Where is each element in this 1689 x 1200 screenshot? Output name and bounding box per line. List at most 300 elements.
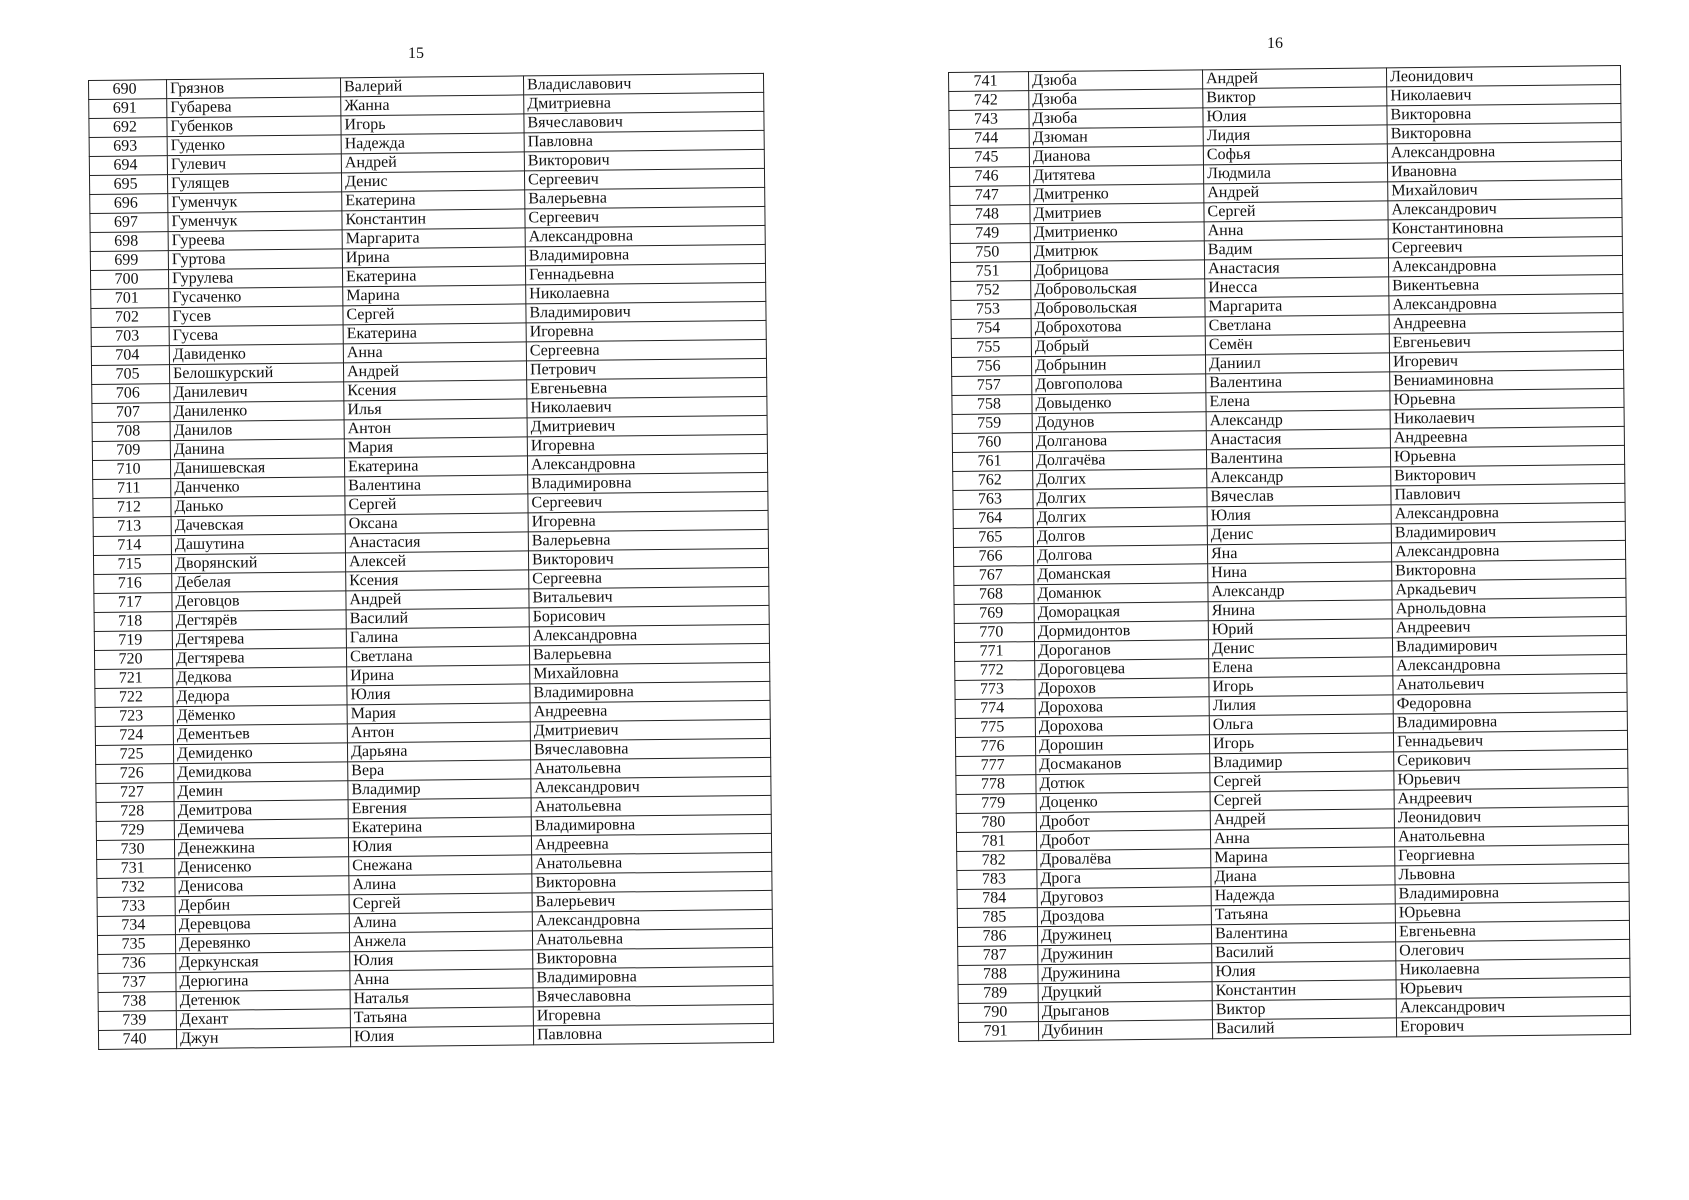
first-name-cell: Александр — [1206, 410, 1390, 431]
last-name-cell: Дедюра — [173, 686, 347, 707]
last-name-cell: Доманюк — [1034, 583, 1208, 604]
row-number-cell: 763 — [953, 490, 1033, 510]
row-number-cell: 790 — [958, 1003, 1038, 1023]
last-name-cell: Губенков — [167, 116, 341, 137]
last-name-cell: Дробот — [1036, 830, 1210, 851]
patronymic-cell: Николаевич — [1390, 407, 1624, 428]
row-number-cell: 691 — [89, 99, 167, 119]
row-number-cell: 695 — [90, 175, 168, 195]
first-name-cell: Евгения — [348, 798, 531, 819]
last-name-cell: Дианова — [1029, 146, 1203, 167]
patronymic-cell: Игоревна — [527, 434, 767, 456]
first-name-cell: Юрий — [1208, 619, 1392, 640]
last-name-cell: Долгих — [1033, 507, 1207, 528]
last-name-cell: Дрога — [1037, 868, 1211, 889]
patronymic-cell: Александровна — [529, 624, 769, 646]
patronymic-cell: Леонидович — [1394, 806, 1628, 827]
first-name-cell: Василий — [1212, 1018, 1396, 1039]
row-number-cell: 719 — [94, 631, 172, 651]
row-number-cell: 734 — [97, 916, 175, 936]
last-name-cell: Добровольская — [1031, 298, 1205, 319]
left-page — [88, 73, 774, 1050]
patronymic-cell: Игоревна — [528, 510, 768, 532]
patronymic-cell: Владимировна — [531, 814, 771, 836]
first-name-cell: Надежда — [341, 133, 524, 154]
row-number-cell: 778 — [956, 775, 1036, 795]
first-name-cell: Оксана — [345, 513, 528, 534]
first-name-cell: Анастасия — [1206, 429, 1390, 450]
last-name-cell: Дорошин — [1035, 735, 1209, 756]
row-number-cell: 692 — [89, 118, 167, 138]
row-number-cell: 690 — [89, 80, 167, 100]
patronymic-cell: Игоревна — [533, 1004, 773, 1026]
patronymic-cell: Юрьевич — [1396, 977, 1630, 998]
patronymic-cell: Александровна — [1393, 654, 1627, 675]
first-name-cell: Ирина — [342, 247, 525, 268]
patronymic-cell: Евгеньевна — [527, 377, 767, 399]
first-name-cell: Сергей — [345, 494, 528, 515]
row-number-cell: 771 — [954, 642, 1034, 662]
patronymic-cell: Егорович — [1396, 1015, 1630, 1036]
patronymic-cell: Николаевна — [526, 282, 766, 304]
row-number-cell: 770 — [954, 623, 1034, 643]
patronymic-cell: Валерьевна — [528, 529, 768, 551]
last-name-cell: Добрынин — [1031, 355, 1205, 376]
first-name-cell: Юлия — [1212, 961, 1396, 982]
last-name-cell: Дроздова — [1037, 906, 1211, 927]
last-name-cell: Дербин — [175, 895, 349, 916]
last-name-cell: Дёменко — [173, 705, 347, 726]
last-name-cell: Дорохова — [1035, 716, 1209, 737]
patronymic-cell: Анатольевна — [531, 795, 771, 817]
last-name-cell: Белошкурский — [169, 363, 343, 384]
patronymic-cell: Андреевна — [1389, 312, 1623, 333]
first-name-cell: Дарьяна — [347, 741, 530, 762]
row-number-cell: 730 — [96, 840, 174, 860]
first-name-cell: Ксения — [344, 380, 527, 401]
last-name-cell: Дмитриев — [1030, 203, 1204, 224]
first-name-cell: Юлия — [1203, 106, 1387, 127]
patronymic-cell: Георгиевна — [1395, 844, 1629, 865]
patronymic-cell: Павловна — [524, 130, 764, 152]
first-name-cell: Сергей — [343, 304, 526, 325]
row-number-cell: 741 — [949, 72, 1029, 92]
first-name-cell: Инесса — [1205, 277, 1389, 298]
patronymic-cell: Олегович — [1396, 939, 1630, 960]
row-number-cell: 764 — [953, 509, 1033, 529]
last-name-cell: Гусаченко — [169, 287, 343, 308]
last-name-cell: Дзюба — [1029, 70, 1203, 91]
last-name-cell: Детенюк — [176, 990, 350, 1011]
row-number-cell: 769 — [954, 604, 1034, 624]
row-number-cell: 725 — [95, 745, 173, 765]
last-name-cell: Дегтярева — [172, 629, 346, 650]
first-name-cell: Анна — [1204, 220, 1388, 241]
row-number-cell: 708 — [92, 422, 170, 442]
first-name-cell: Владимир — [1210, 752, 1394, 773]
first-name-cell: Даниил — [1205, 353, 1389, 374]
patronymic-cell: Михайловна — [530, 662, 770, 684]
row-number-cell: 716 — [94, 574, 172, 594]
last-name-cell: Джун — [176, 1028, 350, 1049]
row-number-cell: 736 — [98, 954, 176, 974]
last-name-cell: Доброхотова — [1031, 317, 1205, 338]
first-name-cell: Ольга — [1209, 714, 1393, 735]
row-number-cell: 788 — [958, 965, 1038, 985]
patronymic-cell: Викторовна — [1387, 122, 1621, 143]
row-number-cell: 765 — [953, 528, 1033, 548]
first-name-cell: Екатерина — [342, 266, 525, 287]
row-number-cell: 749 — [950, 224, 1030, 244]
last-name-cell: Дружинина — [1038, 963, 1212, 984]
last-name-cell: Друговоз — [1037, 887, 1211, 908]
patronymic-cell: Анатольевна — [532, 852, 772, 874]
patronymic-cell: Михайлович — [1388, 179, 1622, 200]
row-number-cell: 761 — [952, 452, 1032, 472]
right-roster-body — [949, 65, 1631, 1041]
row-number-cell: 726 — [96, 764, 174, 784]
patronymic-cell: Анатольевна — [1394, 825, 1628, 846]
last-name-cell: Дорохов — [1035, 678, 1209, 699]
last-name-cell: Долгова — [1033, 545, 1207, 566]
last-name-cell: Деговцов — [172, 591, 346, 612]
last-name-cell: Демин — [174, 781, 348, 802]
first-name-cell: Сергей — [1210, 771, 1394, 792]
first-name-cell: Татьяна — [1211, 904, 1395, 925]
row-number-cell: 747 — [950, 186, 1030, 206]
row-number-cell: 705 — [91, 365, 169, 385]
row-number-cell: 727 — [96, 783, 174, 803]
row-number-cell: 704 — [91, 346, 169, 366]
first-name-cell: Сергей — [349, 893, 532, 914]
first-name-cell: Антон — [344, 418, 527, 439]
patronymic-cell: Вячеславовна — [530, 738, 770, 760]
row-number-cell: 709 — [92, 441, 170, 461]
row-number-cell: 754 — [951, 319, 1031, 339]
row-number-cell: 768 — [954, 585, 1034, 605]
first-name-cell: Маргарита — [1205, 296, 1389, 317]
patronymic-cell: Владимировна — [528, 472, 768, 494]
first-name-cell: Константин — [342, 209, 525, 230]
row-number-cell: 702 — [91, 308, 169, 328]
patronymic-cell: Игоревна — [526, 320, 766, 342]
first-name-cell: Валентина — [1206, 372, 1390, 393]
patronymic-cell: Юрьевна — [1395, 901, 1629, 922]
last-name-cell: Губарева — [167, 97, 341, 118]
last-name-cell: Гулевич — [167, 154, 341, 175]
first-name-cell: Яна — [1207, 543, 1391, 564]
last-name-cell: Дороганов — [1034, 640, 1208, 661]
row-number-cell: 729 — [96, 821, 174, 841]
first-name-cell: Андрей — [1210, 809, 1394, 830]
first-name-cell: Семён — [1205, 334, 1389, 355]
last-name-cell: Деркунская — [176, 952, 350, 973]
row-number-cell: 700 — [90, 270, 168, 290]
last-name-cell: Доморацкая — [1034, 602, 1208, 623]
patronymic-cell: Викторовна — [533, 947, 773, 969]
row-number-cell: 784 — [957, 889, 1037, 909]
first-name-cell: Юлия — [350, 1026, 533, 1047]
last-name-cell: Долганова — [1032, 431, 1206, 452]
last-name-cell: Гулящев — [167, 173, 341, 194]
row-number-cell: 739 — [98, 1011, 176, 1031]
row-number-cell: 728 — [96, 802, 174, 822]
row-number-cell: 699 — [90, 251, 168, 271]
patronymic-cell: Вячеславович — [524, 111, 764, 133]
row-number-cell: 773 — [955, 680, 1035, 700]
first-name-cell: Екатерина — [344, 456, 527, 477]
last-name-cell: Данченко — [171, 477, 345, 498]
row-number-cell: 724 — [95, 726, 173, 746]
last-name-cell: Дерюгина — [176, 971, 350, 992]
patronymic-cell: Викторович — [1391, 464, 1625, 485]
last-name-cell: Даниленко — [170, 401, 344, 422]
last-name-cell: Дзюба — [1029, 108, 1203, 129]
row-number-cell: 706 — [92, 384, 170, 404]
first-name-cell: Игорь — [341, 114, 524, 135]
patronymic-cell: Вениаминовна — [1390, 369, 1624, 390]
patronymic-cell: Александрович — [1396, 996, 1630, 1017]
row-number-cell: 735 — [97, 935, 175, 955]
first-name-cell: Янина — [1208, 600, 1392, 621]
last-name-cell: Денежкина — [174, 838, 348, 859]
row-number-cell: 713 — [93, 517, 171, 537]
first-name-cell: Алексей — [345, 551, 528, 572]
last-name-cell: Деревцова — [175, 914, 349, 935]
last-name-cell: Дегтярева — [172, 648, 346, 669]
right-page — [948, 65, 1631, 1042]
row-number-cell: 774 — [955, 699, 1035, 719]
first-name-cell: Вячеслав — [1207, 486, 1391, 507]
first-name-cell: Владимир — [348, 779, 531, 800]
patronymic-cell: Викторовна — [1387, 103, 1621, 124]
patronymic-cell: Андреевна — [530, 700, 770, 722]
patronymic-cell: Геннадьевна — [525, 263, 765, 285]
row-number-cell: 723 — [95, 707, 173, 727]
first-name-cell: Александр — [1208, 581, 1392, 602]
first-name-cell: Людмила — [1203, 163, 1387, 184]
patronymic-cell: Андреевич — [1392, 616, 1626, 637]
row-number-cell: 780 — [956, 813, 1036, 833]
last-name-cell: Долгов — [1033, 526, 1207, 547]
left-page-number: 15 — [408, 45, 424, 62]
first-name-cell: Андрей — [346, 589, 529, 610]
first-name-cell: Юлия — [1207, 505, 1391, 526]
patronymic-cell: Петрович — [526, 358, 766, 380]
first-name-cell: Екатерина — [343, 323, 526, 344]
row-number-cell: 742 — [949, 91, 1029, 111]
last-name-cell: Данилов — [170, 420, 344, 441]
last-name-cell: Дмитриенко — [1030, 222, 1204, 243]
last-name-cell: Долгих — [1033, 488, 1207, 509]
patronymic-cell: Николаевич — [527, 396, 767, 418]
row-number-cell: 777 — [956, 756, 1036, 776]
last-name-cell: Денисенко — [175, 857, 349, 878]
patronymic-cell: Андреевич — [1394, 787, 1628, 808]
row-number-cell: 718 — [94, 612, 172, 632]
first-name-cell: Денис — [341, 171, 524, 192]
first-name-cell: Виктор — [1212, 999, 1396, 1020]
patronymic-cell: Анатольевич — [1393, 673, 1627, 694]
first-name-cell: Диана — [1211, 866, 1395, 887]
first-name-cell: Галина — [346, 627, 529, 648]
last-name-cell: Дачевская — [171, 515, 345, 536]
first-name-cell: Жанна — [341, 95, 524, 116]
patronymic-cell: Сергеевна — [529, 567, 769, 589]
first-name-cell: Мария — [347, 703, 530, 724]
row-number-cell: 762 — [953, 471, 1033, 491]
patronymic-cell: Владимировна — [533, 966, 773, 988]
last-name-cell: Дорохова — [1035, 697, 1209, 718]
patronymic-cell: Александровна — [1387, 141, 1621, 162]
first-name-cell: Игорь — [1209, 733, 1393, 754]
last-name-cell: Дедкова — [173, 667, 347, 688]
row-number-cell: 694 — [89, 156, 167, 176]
last-name-cell: Дружинец — [1037, 925, 1211, 946]
row-number-cell: 712 — [93, 498, 171, 518]
first-name-cell: Александр — [1207, 467, 1391, 488]
patronymic-cell: Валерьевна — [525, 187, 765, 209]
first-name-cell: Алина — [349, 874, 532, 895]
patronymic-cell: Борисович — [529, 605, 769, 627]
first-name-cell: Василий — [1212, 942, 1396, 963]
first-name-cell: Анастасия — [1204, 258, 1388, 279]
last-name-cell: Данишевская — [170, 458, 344, 479]
first-name-cell: Андрей — [343, 361, 526, 382]
first-name-cell: Андрей — [1204, 182, 1388, 203]
row-number-cell: 786 — [957, 927, 1037, 947]
first-name-cell: Андрей — [1202, 68, 1386, 89]
row-number-cell: 785 — [957, 908, 1037, 928]
first-name-cell: Анна — [343, 342, 526, 363]
patronymic-cell: Александровна — [1391, 502, 1625, 523]
row-number-cell: 737 — [98, 973, 176, 993]
patronymic-cell: Константиновна — [1388, 217, 1622, 238]
patronymic-cell: Анатольевна — [531, 757, 771, 779]
row-number-cell: 752 — [951, 281, 1031, 301]
patronymic-cell: Александровна — [532, 909, 772, 931]
first-name-cell: Анжела — [349, 931, 532, 952]
patronymic-cell: Вячеславовна — [533, 985, 773, 1007]
first-name-cell: Илья — [344, 399, 527, 420]
row-number-cell: 756 — [951, 357, 1031, 377]
first-name-cell: Игорь — [1209, 676, 1393, 697]
row-number-cell: 783 — [957, 870, 1037, 890]
row-number-cell: 711 — [93, 479, 171, 499]
row-number-cell: 760 — [952, 433, 1032, 453]
patronymic-cell: Евгеньевна — [1395, 920, 1629, 941]
last-name-cell: Дотюк — [1036, 773, 1210, 794]
patronymic-cell: Александровна — [1391, 540, 1625, 561]
first-name-cell: Юлия — [350, 950, 533, 971]
last-name-cell: Добрый — [1031, 336, 1205, 357]
last-name-cell: Давиденко — [169, 344, 343, 365]
last-name-cell: Дегтярёв — [172, 610, 346, 631]
row-number-cell: 746 — [950, 167, 1030, 187]
first-name-cell: Екатерина — [348, 817, 531, 838]
first-name-cell: Денис — [1208, 638, 1392, 659]
row-number-cell: 748 — [950, 205, 1030, 225]
first-name-cell: Мария — [344, 437, 527, 458]
first-name-cell: Василий — [346, 608, 529, 629]
patronymic-cell: Юрьевна — [1390, 388, 1624, 409]
row-number-cell: 717 — [94, 593, 172, 613]
row-number-cell: 767 — [954, 566, 1034, 586]
patronymic-cell: Ивановна — [1387, 160, 1621, 181]
first-name-cell: Снежана — [349, 855, 532, 876]
last-name-cell: Довгополова — [1032, 374, 1206, 395]
last-name-cell: Дмитренко — [1030, 184, 1204, 205]
patronymic-cell: Игоревич — [1389, 350, 1623, 371]
patronymic-cell: Викторович — [528, 548, 768, 570]
first-name-cell: Юлия — [348, 836, 531, 857]
first-name-cell: Сергей — [1210, 790, 1394, 811]
row-number-cell: 757 — [952, 376, 1032, 396]
first-name-cell: Валентина — [1211, 923, 1395, 944]
last-name-cell: Гуменчук — [168, 192, 342, 213]
last-name-cell: Данилевич — [170, 382, 344, 403]
last-name-cell: Дехант — [176, 1009, 350, 1030]
patronymic-cell: Юрьевна — [1390, 445, 1624, 466]
first-name-cell: Анна — [350, 969, 533, 990]
first-name-cell: Наталья — [350, 988, 533, 1009]
last-name-cell: Демичева — [174, 819, 348, 840]
last-name-cell: Демиденко — [173, 743, 347, 764]
row-number-cell: 738 — [98, 992, 176, 1012]
first-name-cell: Валентина — [1206, 448, 1390, 469]
last-name-cell: Довыденко — [1032, 393, 1206, 414]
last-name-cell: Дзюба — [1029, 89, 1203, 110]
patronymic-cell: Аркадьевич — [1392, 578, 1626, 599]
patronymic-cell: Андреевна — [1390, 426, 1624, 447]
last-name-cell: Доценко — [1036, 792, 1210, 813]
first-name-cell: Елена — [1209, 657, 1393, 678]
first-name-cell: Нина — [1208, 562, 1392, 583]
row-number-cell: 693 — [89, 137, 167, 157]
first-name-cell: Надежда — [1211, 885, 1395, 906]
patronymic-cell: Валерьевич — [532, 890, 772, 912]
last-name-cell: Гусев — [169, 306, 343, 327]
last-name-cell: Дементьев — [173, 724, 347, 745]
row-number-cell: 721 — [95, 669, 173, 689]
patronymic-cell: Витальевич — [529, 586, 769, 608]
last-name-cell: Дровалёва — [1037, 849, 1211, 870]
last-name-cell: Додунов — [1032, 412, 1206, 433]
row-number-cell: 701 — [91, 289, 169, 309]
patronymic-cell: Владимировна — [1395, 882, 1629, 903]
first-name-cell: Вера — [348, 760, 531, 781]
first-name-cell: Ирина — [347, 665, 530, 686]
patronymic-cell: Андреевна — [531, 833, 771, 855]
row-number-cell: 745 — [949, 148, 1029, 168]
last-name-cell: Добровольская — [1031, 279, 1205, 300]
last-name-cell: Дубинин — [1038, 1020, 1212, 1041]
row-number-cell: 703 — [91, 327, 169, 347]
patronymic-cell: Александровна — [525, 225, 765, 247]
first-name-cell: Алина — [349, 912, 532, 933]
row-number-cell: 743 — [949, 110, 1029, 130]
first-name-cell: Антон — [347, 722, 530, 743]
first-name-cell: Сергей — [1204, 201, 1388, 222]
last-name-cell: Дитятева — [1029, 165, 1203, 186]
last-name-cell: Гуменчук — [168, 211, 342, 232]
row-number-cell: 733 — [97, 897, 175, 917]
patronymic-cell: Викентьевна — [1389, 274, 1623, 295]
row-number-cell: 715 — [93, 555, 171, 575]
patronymic-cell: Сергеевич — [524, 168, 764, 190]
patronymic-cell: Владиславович — [523, 73, 763, 95]
patronymic-cell: Владимирович — [1391, 521, 1625, 542]
